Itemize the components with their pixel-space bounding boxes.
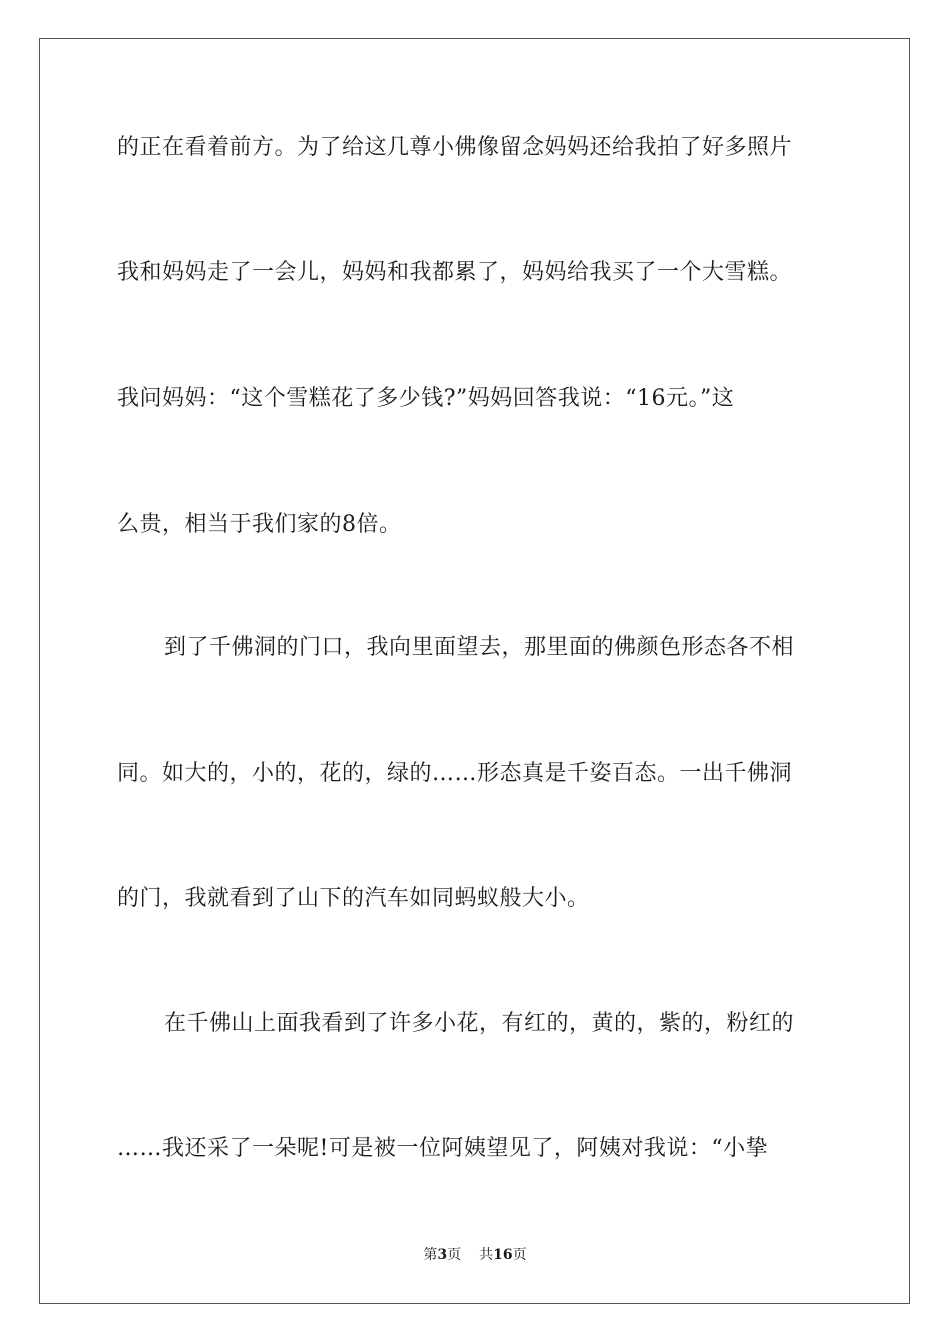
- page-prefix: 第: [423, 1247, 438, 1263]
- page-footer: [0, 1246, 950, 1264]
- page-suffix: 页: [447, 1247, 462, 1263]
- text-line-5: 到了千佛洞的门口，我向里面望去，那里面的佛颜色形态各不相: [164, 635, 795, 660]
- total-prefix: 共: [479, 1247, 494, 1263]
- text-line-2: 我和妈妈走了一会儿，妈妈和我都累了，妈妈给我买了一个大雪糕。: [117, 260, 793, 285]
- text-line-3: 我问妈妈：“这个雪糕花了多少钱?”妈妈回答我说：“16元。”这: [117, 386, 735, 411]
- text-line-1: 的正在看着前方。为了给这几尊小佛像留念妈妈还给我拍了好多照片: [117, 135, 793, 160]
- total-pages: 16: [493, 1247, 513, 1263]
- text-line-6: 同。如大的，小的，花的，绿的……形态真是千姿百态。一出千佛洞: [117, 761, 793, 786]
- text-line-8: 在千佛山上面我看到了许多小花，有红的，黄的，紫的，粉红的: [164, 1011, 795, 1036]
- page-frame: [39, 38, 910, 1304]
- page-number: 3: [437, 1247, 448, 1263]
- text-line-7: 的门，我就看到了山下的汽车如同蚂蚁般大小。: [117, 886, 590, 911]
- text-line-4: 么贵，相当于我们家的8倍。: [117, 512, 402, 537]
- total-suffix: 页: [512, 1247, 527, 1263]
- text-line-9: ……我还采了一朵呢!可是被一位阿姨望见了，阿姨对我说：“小挚: [117, 1136, 769, 1161]
